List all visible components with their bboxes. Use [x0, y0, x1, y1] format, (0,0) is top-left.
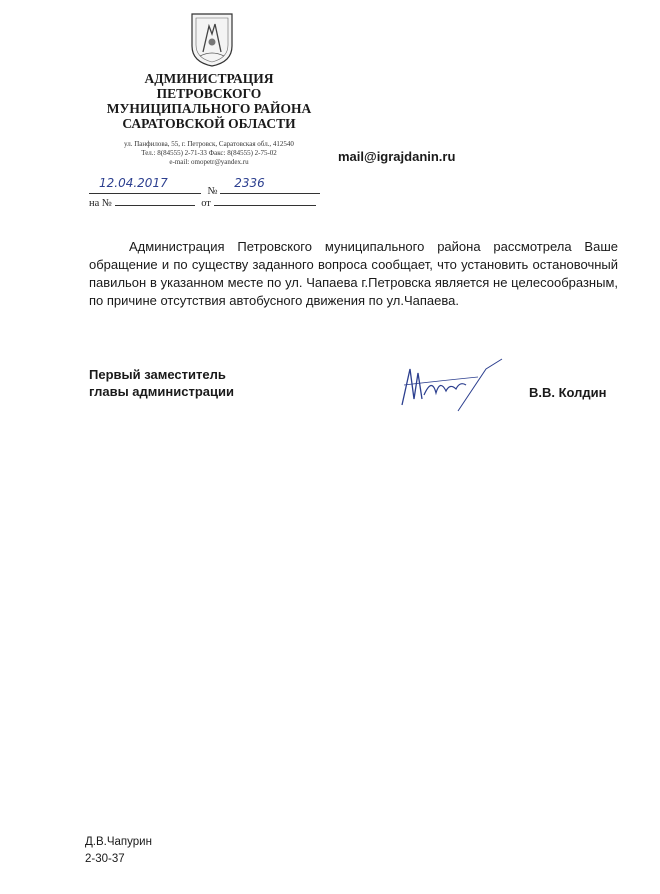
address-line: ул. Панфилова, 55, г. Петровск, Саратовская обл., 412540 — [124, 140, 294, 148]
number-field — [220, 176, 320, 194]
position-line: главы администрации — [89, 384, 234, 399]
org-title-line: ПЕТРОВСКОГО — [156, 86, 262, 101]
signatory-position — [89, 366, 234, 400]
number-label: № — [207, 186, 218, 197]
body-paragraph: Администрация Петровского муниципального района рассмотрела Ваше обращение и по существу заданного вопроса сообщает, что установить остановочный павильон в указанном месте по ул. Чапаева г.Петровска является не целесообразным, по причине отсутствия автобусного движения по ул.Чапаева. — [89, 239, 618, 308]
executor-info — [85, 834, 152, 868]
handwritten-signature — [398, 355, 510, 417]
executor-name: Д.В.Чапурин — [85, 836, 152, 848]
org-title-line: АДМИНИСТРАЦИЯ — [144, 71, 274, 86]
ref-date-field — [214, 194, 316, 206]
org-email-line: e-mail: omopetr@yandex.ru — [169, 158, 249, 166]
ref-number-field — [115, 194, 195, 206]
executor-phone: 2-30-37 — [85, 853, 125, 865]
recipient-email: mail@igrajdanin.ru — [338, 149, 456, 164]
organization-title — [100, 71, 318, 131]
signatory-name: В.В. Колдин — [529, 385, 607, 400]
org-title-line: САРАТОВСКОЙ ОБЛАСТИ — [122, 116, 296, 131]
phone-fax-line: Тел.: 8(84555) 2-71-33 Факс: 8(84555) 2-75-02 — [141, 149, 277, 157]
date-field — [89, 176, 201, 194]
position-line: Первый заместитель — [89, 367, 226, 382]
ref-from-label: от — [201, 198, 211, 209]
coat-of-arms-emblem — [190, 12, 234, 68]
handwritten-number: 2336 — [234, 176, 265, 190]
org-title-line: МУНИЦИПАЛЬНОГО РАЙОНА — [106, 101, 312, 116]
ref-number-label: на № — [89, 198, 112, 209]
registration-reference — [89, 194, 316, 209]
letter-body — [89, 238, 618, 310]
organization-contacts — [96, 140, 322, 167]
handwritten-date: 12.04.2017 — [99, 176, 168, 190]
